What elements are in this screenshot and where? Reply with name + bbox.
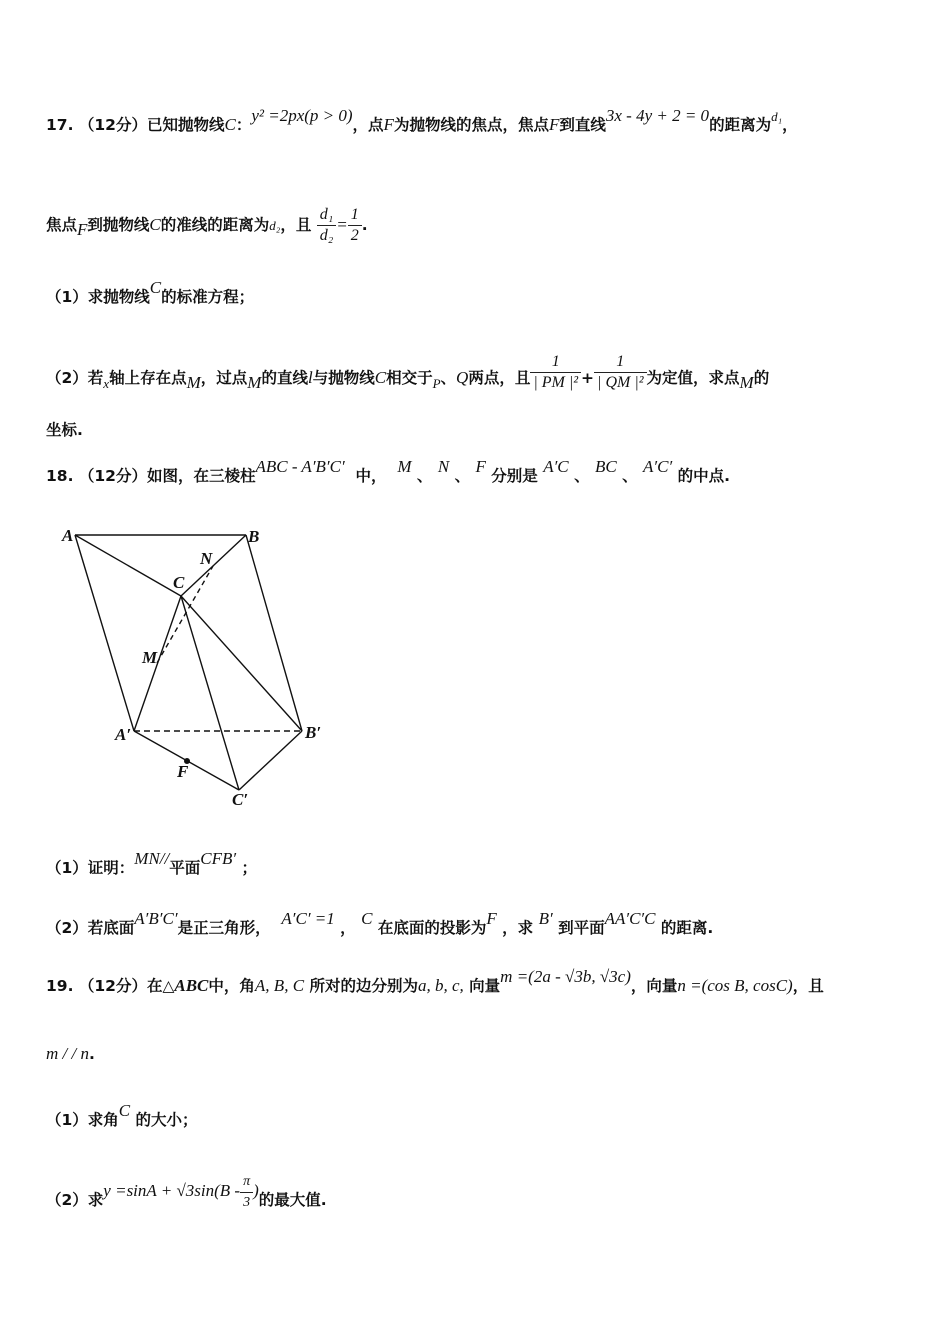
label-n: N bbox=[200, 549, 213, 568]
label-b: B bbox=[248, 527, 260, 546]
label-c: C bbox=[173, 573, 185, 592]
q17-score: （12分） bbox=[78, 116, 147, 134]
vector-n: n =(cos B, cosC) bbox=[677, 976, 793, 995]
inverse-pm-squared: $\frac{1}{\text{| PM |²}}$ bbox=[530, 352, 581, 393]
q19-number: 19. bbox=[46, 977, 74, 995]
one-half-fraction: $\frac{1}{2}$ bbox=[348, 205, 362, 246]
edge-b-b1 bbox=[246, 535, 302, 731]
edge-b1-c1 bbox=[239, 731, 302, 790]
pi-over-three: $\frac{\pi}{3}$ bbox=[240, 1172, 253, 1213]
q18-number: 18. bbox=[46, 467, 74, 485]
q17-part2: （2）若$_x$轴上存在点M，过点M的直线l与抛物线C相交于$_P$、Q两点，且 $\frac{1}{\text{| PM |²}}$ + $\frac{1}{\text{| QM |²}}$ 为定值，求点M的 bbox=[46, 353, 770, 392]
vector-m: m =(2a - √3b, √3c) bbox=[500, 967, 631, 986]
label-f: F bbox=[177, 762, 189, 781]
edge-b-c bbox=[181, 535, 246, 596]
q19-part1: （1）求角C 的大小； bbox=[46, 1101, 198, 1129]
prism-figure bbox=[50, 520, 350, 810]
parabola-equation: y² =2px(p > 0) bbox=[251, 106, 353, 125]
label-a-prime: A′ bbox=[115, 725, 132, 744]
segment-m-n-hidden bbox=[157, 566, 213, 663]
q17-line1: 17. （12分）已知抛物线C：y² =2px(p > 0)，点F为抛物线的焦点，焦点F到直线3x - 4y + 2 = 0的距离为$^{d_1}$， bbox=[46, 106, 798, 134]
y-expression: y =sinA + √3sin(B - bbox=[103, 1181, 241, 1200]
edge-c-b1 bbox=[181, 596, 302, 731]
q19-line1: 19. （12分）在△ABC中，角A, B, C 所对的边分别为a, b, c, 向量m =(2a - √3b, √3c)，向量n =(cos B, cosC)，且 bbox=[46, 967, 824, 995]
q17-part1: （1）求抛物线C的标准方程； bbox=[46, 278, 255, 306]
label-a: A bbox=[62, 526, 74, 545]
d1-over-d2-fraction: $\frac{\text{d₁}}{\text{d₂}}$ bbox=[317, 205, 337, 246]
q18-line1: 18. （12分）如图，在三棱柱ABC - A′B′C′ 中， M 、 N 、 F 分别是 A′C 、 BC 、 A′C′ 的中点. bbox=[46, 457, 731, 485]
inverse-qm-squared: $\frac{1}{\text{| QM |²}}$ bbox=[594, 352, 646, 393]
q19-line2: m / / n. bbox=[46, 1044, 95, 1063]
label-m: M bbox=[142, 648, 158, 667]
label-c-prime: C′ bbox=[232, 790, 249, 809]
line-equation: 3x - 4y + 2 = 0 bbox=[605, 106, 710, 125]
label-b-prime: B′ bbox=[305, 723, 322, 742]
q18-part2: （2）若底面A′B′C′是正三角形， A′C′ =1 ， C 在底面的投影为F ，求 B′ 到平面AA′C′C 的距离. bbox=[46, 909, 714, 937]
q17-number: 17. bbox=[46, 116, 74, 134]
q18-part1: （1）证明：MN//平面CFB′ ； bbox=[46, 849, 258, 877]
q19-score: （12分） bbox=[78, 977, 147, 995]
q17-line2: 焦点F到抛物线C的准线的距离为d₂，且 $\frac{\text{d₁}}{\text{d₂}}$ = $\frac{1}{2}$ . bbox=[46, 206, 368, 244]
q18-score: （12分） bbox=[78, 467, 147, 485]
prism-name: ABC - A′B′C′ bbox=[255, 457, 345, 476]
q19-part2: （2）求y =sinA + √3sin(B - $\frac{\pi}{3}$ )的最大值. bbox=[46, 1180, 327, 1221]
q17-part2-cont: 坐标. bbox=[46, 421, 83, 439]
